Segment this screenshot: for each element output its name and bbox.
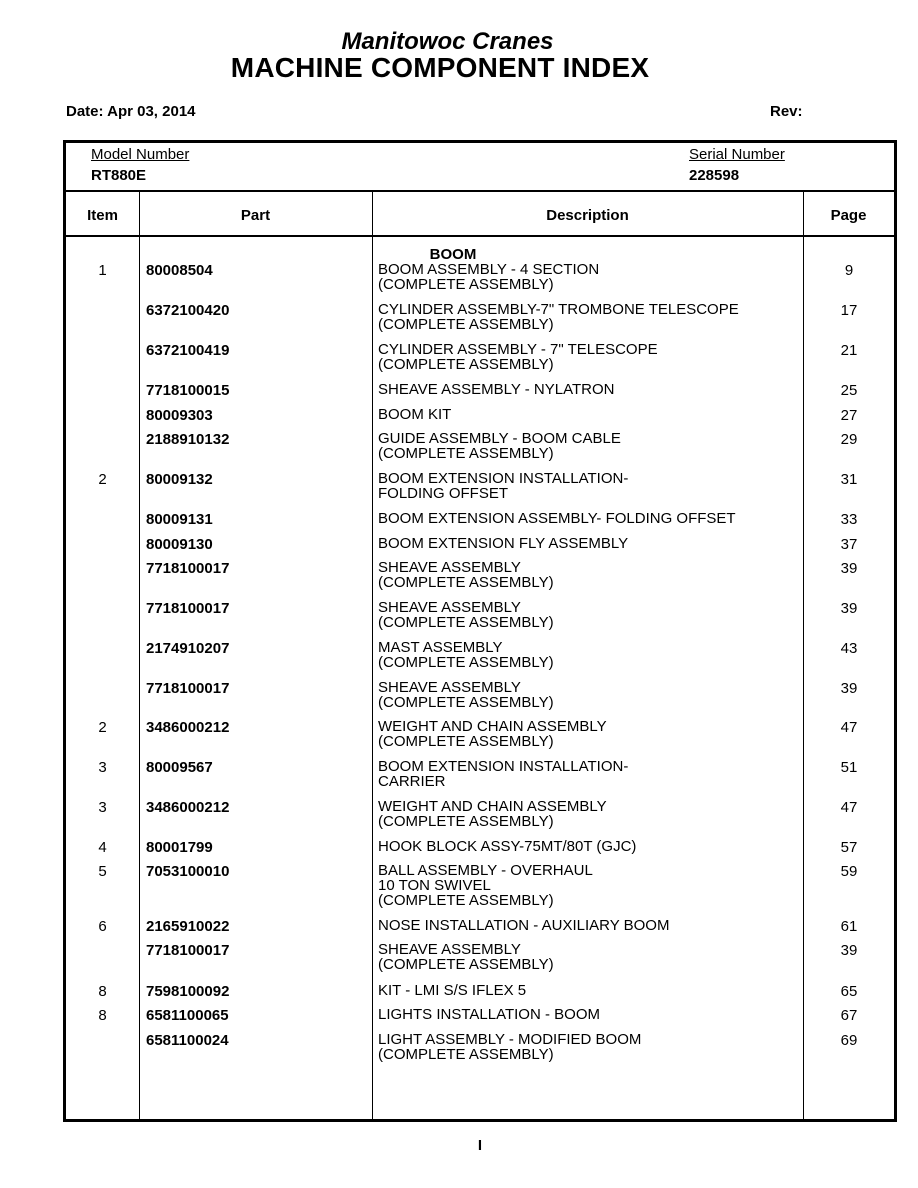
page-reference: 51 — [840, 759, 858, 776]
part-number: 80008504 — [146, 262, 213, 279]
header-divider — [66, 235, 894, 237]
column-divider-item — [139, 192, 140, 1119]
description-line: SHEAVE ASSEMBLY — [378, 941, 521, 958]
description-line: (COMPLETE ASSEMBLY) — [378, 276, 554, 293]
part-description — [378, 799, 798, 829]
part-description — [378, 382, 798, 397]
description-line: (COMPLETE ASSEMBLY) — [378, 316, 554, 333]
page-reference: 39 — [840, 600, 858, 617]
page-number: I — [477, 1137, 483, 1154]
revision-label: Rev: — [770, 103, 803, 120]
description-line: LIGHTS INSTALLATION - BOOM — [378, 1006, 600, 1023]
part-number: 80009130 — [146, 536, 213, 553]
model-number-value: RT880E — [91, 167, 147, 184]
page-reference: 61 — [840, 918, 858, 935]
part-description — [378, 1007, 798, 1022]
description-line: BOOM EXTENSION FLY ASSEMBLY — [378, 535, 629, 552]
part-description — [378, 640, 798, 670]
description-line: KIT - LMI S/S IFLEX 5 — [378, 982, 527, 999]
part-number: 6372100420 — [146, 302, 230, 319]
description-line: BOOM EXTENSION INSTALLATION- — [378, 758, 629, 775]
description-line: 10 TON SWIVEL — [378, 877, 491, 894]
description-line: NOSE INSTALLATION - AUXILIARY BOOM — [378, 917, 670, 934]
description-line: (COMPLETE ASSEMBLY) — [378, 813, 554, 830]
page-reference: 47 — [840, 799, 858, 816]
description-line: (COMPLETE ASSEMBLY) — [378, 356, 554, 373]
description-line: (COMPLETE ASSEMBLY) — [378, 892, 554, 909]
description-line: LIGHT ASSEMBLY - MODIFIED BOOM — [378, 1031, 642, 1048]
part-description — [378, 471, 798, 501]
item-number: 3 — [98, 799, 107, 816]
description-line: (COMPLETE ASSEMBLY) — [378, 574, 554, 591]
part-number: 7718100015 — [146, 382, 230, 399]
page-reference: 47 — [840, 719, 858, 736]
part-description — [378, 511, 798, 526]
page-reference: 57 — [840, 839, 858, 856]
part-number: 7718100017 — [146, 942, 230, 959]
description-line: MAST ASSEMBLY — [378, 639, 503, 656]
part-description — [378, 407, 798, 422]
part-description — [378, 839, 798, 854]
item-number: 4 — [98, 839, 107, 856]
page-reference: 67 — [840, 1007, 858, 1024]
part-number: 7718100017 — [146, 600, 230, 617]
page-reference: 37 — [840, 536, 858, 553]
part-number: 3486000212 — [146, 799, 230, 816]
column-header-part: Part — [240, 207, 271, 224]
part-description — [378, 942, 798, 972]
item-number: 5 — [98, 863, 107, 880]
description-line: BOOM EXTENSION ASSEMBLY- FOLDING OFFSET — [378, 510, 736, 527]
column-divider-part — [372, 192, 373, 1119]
company-name: Manitowoc Cranes — [341, 28, 554, 55]
description-line: (COMPLETE ASSEMBLY) — [378, 733, 554, 750]
description-line: FOLDING OFFSET — [378, 485, 509, 502]
description-line: (COMPLETE ASSEMBLY) — [378, 654, 554, 671]
part-description — [378, 560, 798, 590]
item-number: 8 — [98, 1007, 107, 1024]
page-reference: 39 — [840, 680, 858, 697]
column-header-item: Item — [87, 207, 118, 224]
description-line: BOOM ASSEMBLY - 4 SECTION — [378, 261, 600, 278]
part-description — [378, 1032, 798, 1062]
description-line: CYLINDER ASSEMBLY-7" TROMBONE TELESCOPE — [378, 301, 739, 318]
part-number: 80001799 — [146, 839, 213, 856]
description-line: (COMPLETE ASSEMBLY) — [378, 694, 554, 711]
part-number: 7718100017 — [146, 680, 230, 697]
description-line: CARRIER — [378, 773, 446, 790]
description-line: (COMPLETE ASSEMBLY) — [378, 614, 554, 631]
description-line: GUIDE ASSEMBLY - BOOM CABLE — [378, 430, 621, 447]
serial-number-value: 228598 — [689, 167, 740, 184]
page-reference: 27 — [840, 407, 858, 424]
page-reference: 31 — [840, 471, 858, 488]
part-description — [378, 719, 798, 749]
page-reference: 25 — [840, 382, 858, 399]
item-number: 8 — [98, 983, 107, 1000]
item-number: 1 — [98, 262, 107, 279]
part-number: 80009567 — [146, 759, 213, 776]
item-number: 3 — [98, 759, 107, 776]
page-reference: 29 — [840, 431, 858, 448]
page-reference: 21 — [840, 342, 858, 359]
part-description — [378, 536, 798, 551]
description-line: HOOK BLOCK ASSY-75MT/80T (GJC) — [378, 838, 637, 855]
part-number: 2174910207 — [146, 640, 230, 657]
part-number: 80009131 — [146, 511, 213, 528]
component-index-table — [63, 140, 897, 1122]
part-description — [378, 262, 798, 292]
part-number: 7718100017 — [146, 560, 230, 577]
description-line: WEIGHT AND CHAIN ASSEMBLY — [378, 718, 607, 735]
part-number: 3486000212 — [146, 719, 230, 736]
item-number: 2 — [98, 471, 107, 488]
document-date: Date: Apr 03, 2014 — [66, 103, 196, 120]
part-description — [378, 863, 798, 908]
part-description — [378, 918, 798, 933]
part-description — [378, 302, 798, 332]
part-description — [378, 342, 798, 372]
part-description — [378, 983, 798, 998]
part-number: 2188910132 — [146, 431, 230, 448]
column-header-page: Page — [830, 207, 867, 224]
part-number: 80009132 — [146, 471, 213, 488]
part-description — [378, 600, 798, 630]
description-line: BOOM KIT — [378, 406, 452, 423]
part-number: 6372100419 — [146, 342, 230, 359]
page-reference: 39 — [840, 560, 858, 577]
part-number: 6581100065 — [146, 1007, 229, 1024]
part-number: 80009303 — [146, 407, 213, 424]
description-line: SHEAVE ASSEMBLY — [378, 679, 521, 696]
description-line: (COMPLETE ASSEMBLY) — [378, 445, 554, 462]
page-reference: 33 — [840, 511, 858, 528]
info-divider — [66, 190, 894, 192]
description-line: (COMPLETE ASSEMBLY) — [378, 1046, 554, 1063]
section-heading: BOOM — [429, 246, 477, 263]
page-reference: 9 — [844, 262, 854, 279]
column-header-description: Description — [546, 207, 629, 224]
page-reference: 39 — [840, 942, 858, 959]
part-number: 2165910022 — [146, 918, 230, 935]
part-description — [378, 680, 798, 710]
page-reference: 65 — [840, 983, 858, 1000]
description-line: SHEAVE ASSEMBLY - NYLATRON — [378, 381, 615, 398]
description-line: BALL ASSEMBLY - OVERHAUL — [378, 862, 593, 879]
part-number: 7598100092 — [146, 983, 230, 1000]
description-line: WEIGHT AND CHAIN ASSEMBLY — [378, 798, 607, 815]
serial-number-label: Serial Number — [689, 146, 785, 163]
item-number: 6 — [98, 918, 107, 935]
description-line: CYLINDER ASSEMBLY - 7" TELESCOPE — [378, 341, 658, 358]
description-line: SHEAVE ASSEMBLY — [378, 599, 521, 616]
page-reference: 59 — [840, 863, 858, 880]
model-number-label: Model Number — [91, 146, 190, 163]
description-line: SHEAVE ASSEMBLY — [378, 559, 521, 576]
item-number: 2 — [98, 719, 107, 736]
part-number: 7053100010 — [146, 863, 230, 880]
description-line: BOOM EXTENSION INSTALLATION- — [378, 470, 629, 487]
part-number: 6581100024 — [146, 1032, 229, 1049]
page-reference: 69 — [840, 1032, 858, 1049]
document-title: MACHINE COMPONENT INDEX — [230, 52, 650, 83]
part-description — [378, 759, 798, 789]
description-line: (COMPLETE ASSEMBLY) — [378, 956, 554, 973]
part-description — [378, 431, 798, 461]
page-reference: 17 — [840, 302, 858, 319]
page-reference: 43 — [840, 640, 858, 657]
